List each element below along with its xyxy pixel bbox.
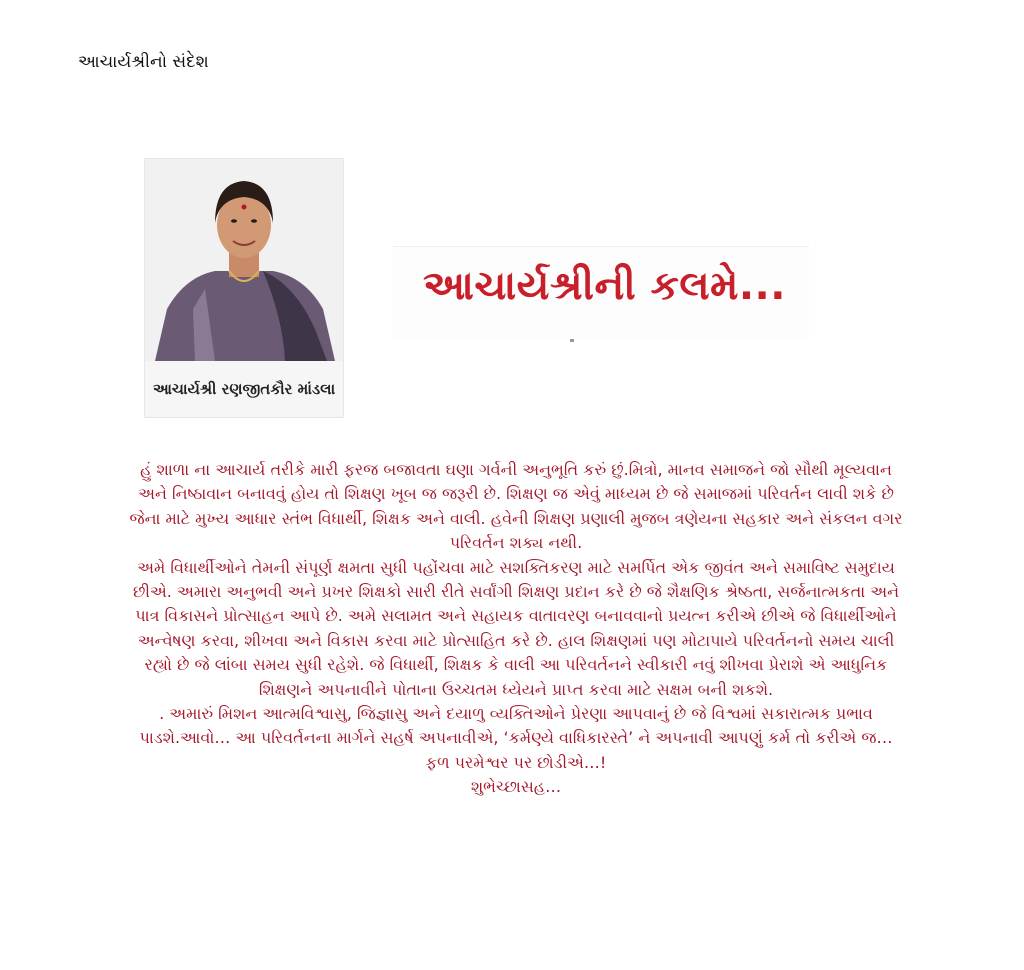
kalme-banner — [393, 246, 809, 339]
principal-message — [128, 458, 904, 800]
message-closing: શુભેચ્છાસહ… — [470, 777, 562, 797]
banner-decoration — [570, 339, 574, 342]
principal-portrait — [144, 158, 344, 418]
message-paragraph-2: અમે વિધાર્થીઓને તેમની સંપૂર્ણ ક્ષમતા સુધી પહોંચવા માટે સશક્તિકરણ માટે સમર્પિત એક જીવંત અને સમાવિષ્ટ સમુદાય છીએ. અમારા અનુભવી અને પ્રખર શિક્ષકો સારી રીતે સર્વાંગી શિક્ષણ પ્રદાન કરે છે જે શૈક્ષણિક શ્રેષ્ઠતા, સર્જનાત્મકતા અને પાત્ર વિકાસને પ્રોત્સાહન આપે છે. અમે સલામત અને સહાયક વાતાવરણ બનાવવાનો પ્રયત્ન કરીએ છીએ જે વિધાર્થીઓને અન્વેષણ કરવા, શીખવા અને વિકાસ કરવા માટે પ્રોત્સાહિત કરે છે. હાલ શિક્ષણમાં પણ મોટાપાયે પરિવર્તનનો સમય ચાલી રહ્યો છે જે લાંબા સમય સુધી રહેશે. જે વિધાર્થી, શિક્ષક કે વાલી આ પરિવર્તનને સ્વીકારી નવું શીખવા પ્રેરાશે એ આધુનિક શિક્ષણને અપનાવીને પોતાના ઉચ્ચતમ ધ્યેયને પ્રાપ્ત કરવા માટે સક્ષમ બની શકશે. — [132, 557, 900, 699]
banner-title: આચાર્યશ્રીની કલમે... — [423, 263, 786, 309]
message-paragraph-1: હું શાળા ના આચાર્ય તરીકે મારી ફરજ બજાવતા ઘણા ગર્વની અનુભૂતિ કરું છું.મિત્રો, માનવ સમાજને જો સૌથી મૂલ્યવાન અને નિષ્ઠાવાન બનાવવું હોય તો શિક્ષણ ખૂબ જ જરૂરી છે. શિક્ષણ જ એવું માધ્યમ છે જે સમાજમાં પરિવર્તન લાવી શકે છે જેના માટે મુખ્ય આધાર સ્તંભ વિધાર્થી, શિક્ષક અને વાલી. હવેની શિક્ષણ પ્રણાલી મુજબ ત્રણેયના સહકાર અને સંકલન વગર પરિવર્તન શક્ય નથી. — [129, 460, 903, 553]
portrait-caption: આચાર્યશ્રી રણજીતકૌર માંડલા — [145, 361, 343, 417]
message-paragraph-3: . અમારું મિશન આત્મવિશ્વાસુ, જિજ્ઞાસુ અને દયાળુ વ્યક્તિઓને પ્રેરણા આપવાનું છે જે વિશ્વમાં સકારાત્મક પ્રભાવ પાડશે.આવો… આ પરિવર્તનના માર્ગને સહર્ષ અપનાવીએ, ‘કર્મણ્યે વાધિકારસ્તે’ ને અપનાવી આપણું કર્મ તો કરીએ જ… ફળ પરમેશ્વર પર છોડીએ…! — [139, 704, 893, 772]
principal-photo — [145, 159, 343, 361]
page-title: આચાર્યશ્રીનો સંદેશ — [78, 52, 209, 72]
